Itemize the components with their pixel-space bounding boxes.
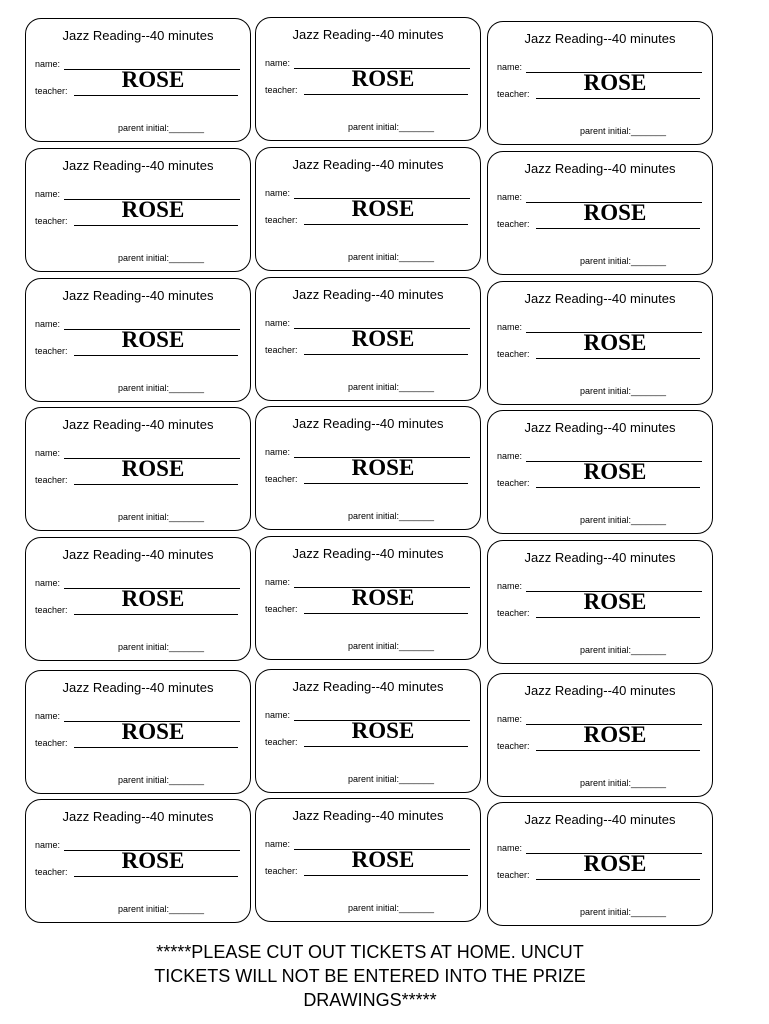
name-label: name: [497, 192, 523, 202]
name-label: name: [35, 448, 61, 458]
ticket [487, 410, 713, 534]
ticket [487, 673, 713, 797]
teacher-label: teacher: [35, 216, 68, 226]
teacher-label: teacher: [497, 349, 530, 359]
teacher-line [304, 94, 468, 95]
parent-initial-label: parent initial:_______ [118, 253, 205, 263]
ticket [25, 407, 251, 531]
teacher-label: teacher: [35, 867, 68, 877]
ticket [487, 802, 713, 926]
name-label: name: [497, 714, 523, 724]
teacher-line [304, 224, 468, 225]
student-name: ROSE [121, 719, 185, 744]
student-name: ROSE [351, 196, 415, 221]
student-name: ROSE [351, 455, 415, 480]
ticket-title: Jazz Reading--40 minutes [62, 417, 214, 432]
teacher-line [536, 750, 700, 751]
name-label: name: [497, 843, 523, 853]
ticket-title: Jazz Reading--40 minutes [62, 547, 214, 562]
teacher-line [536, 98, 700, 99]
instruction-line-2: TICKETS WILL NOT BE ENTERED INTO THE PRIZE [154, 966, 586, 986]
student-name: ROSE [351, 66, 415, 91]
student-name: ROSE [121, 586, 185, 611]
student-name: ROSE [351, 718, 415, 743]
name-label: name: [265, 577, 291, 587]
ticket [25, 670, 251, 794]
instruction-line-3: DRAWINGS***** [303, 990, 437, 1010]
ticket [255, 536, 481, 660]
ticket-title: Jazz Reading--40 minutes [62, 28, 214, 43]
parent-initial-label: parent initial:_______ [580, 645, 667, 655]
student-name: ROSE [583, 330, 647, 355]
parent-initial-label: parent initial:_______ [118, 383, 205, 393]
ticket [255, 669, 481, 793]
teacher-line [74, 747, 238, 748]
teacher-line [536, 617, 700, 618]
ticket-title: Jazz Reading--40 minutes [524, 161, 676, 176]
teacher-label: teacher: [497, 608, 530, 618]
ticket [25, 537, 251, 661]
name-label: name: [35, 840, 61, 850]
ticket [487, 151, 713, 275]
parent-initial-label: parent initial:_______ [348, 511, 435, 521]
teacher-label: teacher: [497, 89, 530, 99]
student-name: ROSE [583, 459, 647, 484]
name-label: name: [497, 322, 523, 332]
ticket-title: Jazz Reading--40 minutes [292, 287, 444, 302]
ticket [255, 406, 481, 530]
parent-initial-label: parent initial:_______ [580, 126, 667, 136]
teacher-label: teacher: [35, 86, 68, 96]
name-label: name: [497, 581, 523, 591]
student-name: ROSE [351, 847, 415, 872]
name-label: name: [265, 710, 291, 720]
student-name: ROSE [121, 67, 185, 92]
teacher-line [304, 613, 468, 614]
ticket-title: Jazz Reading--40 minutes [292, 416, 444, 431]
parent-initial-label: parent initial:_______ [348, 122, 435, 132]
teacher-label: teacher: [265, 866, 298, 876]
ticket [487, 540, 713, 664]
teacher-label: teacher: [265, 345, 298, 355]
ticket [255, 277, 481, 401]
ticket [487, 21, 713, 145]
student-name: ROSE [351, 326, 415, 351]
teacher-line [536, 487, 700, 488]
ticket-title: Jazz Reading--40 minutes [292, 157, 444, 172]
ticket-title: Jazz Reading--40 minutes [62, 680, 214, 695]
ticket-title: Jazz Reading--40 minutes [524, 31, 676, 46]
teacher-line [304, 746, 468, 747]
parent-initial-label: parent initial:_______ [118, 123, 205, 133]
parent-initial-label: parent initial:_______ [348, 252, 435, 262]
ticket-title: Jazz Reading--40 minutes [292, 808, 444, 823]
teacher-line [74, 225, 238, 226]
name-label: name: [265, 839, 291, 849]
teacher-label: teacher: [265, 85, 298, 95]
teacher-label: teacher: [35, 346, 68, 356]
ticket-title: Jazz Reading--40 minutes [524, 420, 676, 435]
teacher-line [74, 484, 238, 485]
parent-initial-label: parent initial:_______ [580, 907, 667, 917]
ticket [25, 18, 251, 142]
name-label: name: [35, 711, 61, 721]
name-label: name: [265, 188, 291, 198]
teacher-label: teacher: [497, 219, 530, 229]
ticket-title: Jazz Reading--40 minutes [292, 546, 444, 561]
ticket-title: Jazz Reading--40 minutes [524, 291, 676, 306]
ticket-title: Jazz Reading--40 minutes [292, 679, 444, 694]
ticket-title: Jazz Reading--40 minutes [62, 288, 214, 303]
ticket [25, 799, 251, 923]
teacher-line [536, 228, 700, 229]
teacher-label: teacher: [35, 605, 68, 615]
student-name: ROSE [583, 722, 647, 747]
name-label: name: [497, 451, 523, 461]
parent-initial-label: parent initial:_______ [580, 256, 667, 266]
teacher-line [536, 358, 700, 359]
student-name: ROSE [121, 848, 185, 873]
teacher-line [74, 95, 238, 96]
teacher-label: teacher: [35, 475, 68, 485]
student-name: ROSE [583, 851, 647, 876]
parent-initial-label: parent initial:_______ [348, 903, 435, 913]
student-name: ROSE [121, 456, 185, 481]
ticket [255, 17, 481, 141]
parent-initial-label: parent initial:_______ [348, 774, 435, 784]
teacher-line [74, 614, 238, 615]
ticket [25, 148, 251, 272]
teacher-label: teacher: [265, 474, 298, 484]
parent-initial-label: parent initial:_______ [348, 641, 435, 651]
name-label: name: [35, 578, 61, 588]
ticket [25, 278, 251, 402]
parent-initial-label: parent initial:_______ [118, 642, 205, 652]
ticket [255, 147, 481, 271]
ticket-title: Jazz Reading--40 minutes [62, 809, 214, 824]
cut-instructions [90, 940, 650, 1012]
teacher-line [74, 876, 238, 877]
student-name: ROSE [351, 585, 415, 610]
student-name: ROSE [583, 70, 647, 95]
name-label: name: [35, 319, 61, 329]
parent-initial-label: parent initial:_______ [580, 515, 667, 525]
parent-initial-label: parent initial:_______ [348, 382, 435, 392]
parent-initial-label: parent initial:_______ [118, 904, 205, 914]
instruction-line-1: *****PLEASE CUT OUT TICKETS AT HOME. UNCUT [156, 942, 584, 962]
name-label: name: [265, 447, 291, 457]
student-name: ROSE [583, 200, 647, 225]
student-name: ROSE [121, 197, 185, 222]
teacher-line [74, 355, 238, 356]
name-label: name: [265, 318, 291, 328]
teacher-label: teacher: [265, 737, 298, 747]
ticket-title: Jazz Reading--40 minutes [62, 158, 214, 173]
ticket [255, 798, 481, 922]
name-label: name: [497, 62, 523, 72]
teacher-line [304, 875, 468, 876]
teacher-label: teacher: [497, 741, 530, 751]
ticket-title: Jazz Reading--40 minutes [524, 683, 676, 698]
name-label: name: [35, 189, 61, 199]
teacher-line [536, 879, 700, 880]
teacher-line [304, 483, 468, 484]
parent-initial-label: parent initial:_______ [580, 778, 667, 788]
parent-initial-label: parent initial:_______ [580, 386, 667, 396]
name-label: name: [35, 59, 61, 69]
parent-initial-label: parent initial:_______ [118, 512, 205, 522]
teacher-label: teacher: [497, 478, 530, 488]
teacher-line [304, 354, 468, 355]
name-label: name: [265, 58, 291, 68]
ticket [487, 281, 713, 405]
parent-initial-label: parent initial:_______ [118, 775, 205, 785]
teacher-label: teacher: [497, 870, 530, 880]
teacher-label: teacher: [265, 215, 298, 225]
ticket-title: Jazz Reading--40 minutes [524, 812, 676, 827]
ticket-title: Jazz Reading--40 minutes [292, 27, 444, 42]
ticket-title: Jazz Reading--40 minutes [524, 550, 676, 565]
teacher-label: teacher: [265, 604, 298, 614]
student-name: ROSE [583, 589, 647, 614]
teacher-label: teacher: [35, 738, 68, 748]
student-name: ROSE [121, 327, 185, 352]
